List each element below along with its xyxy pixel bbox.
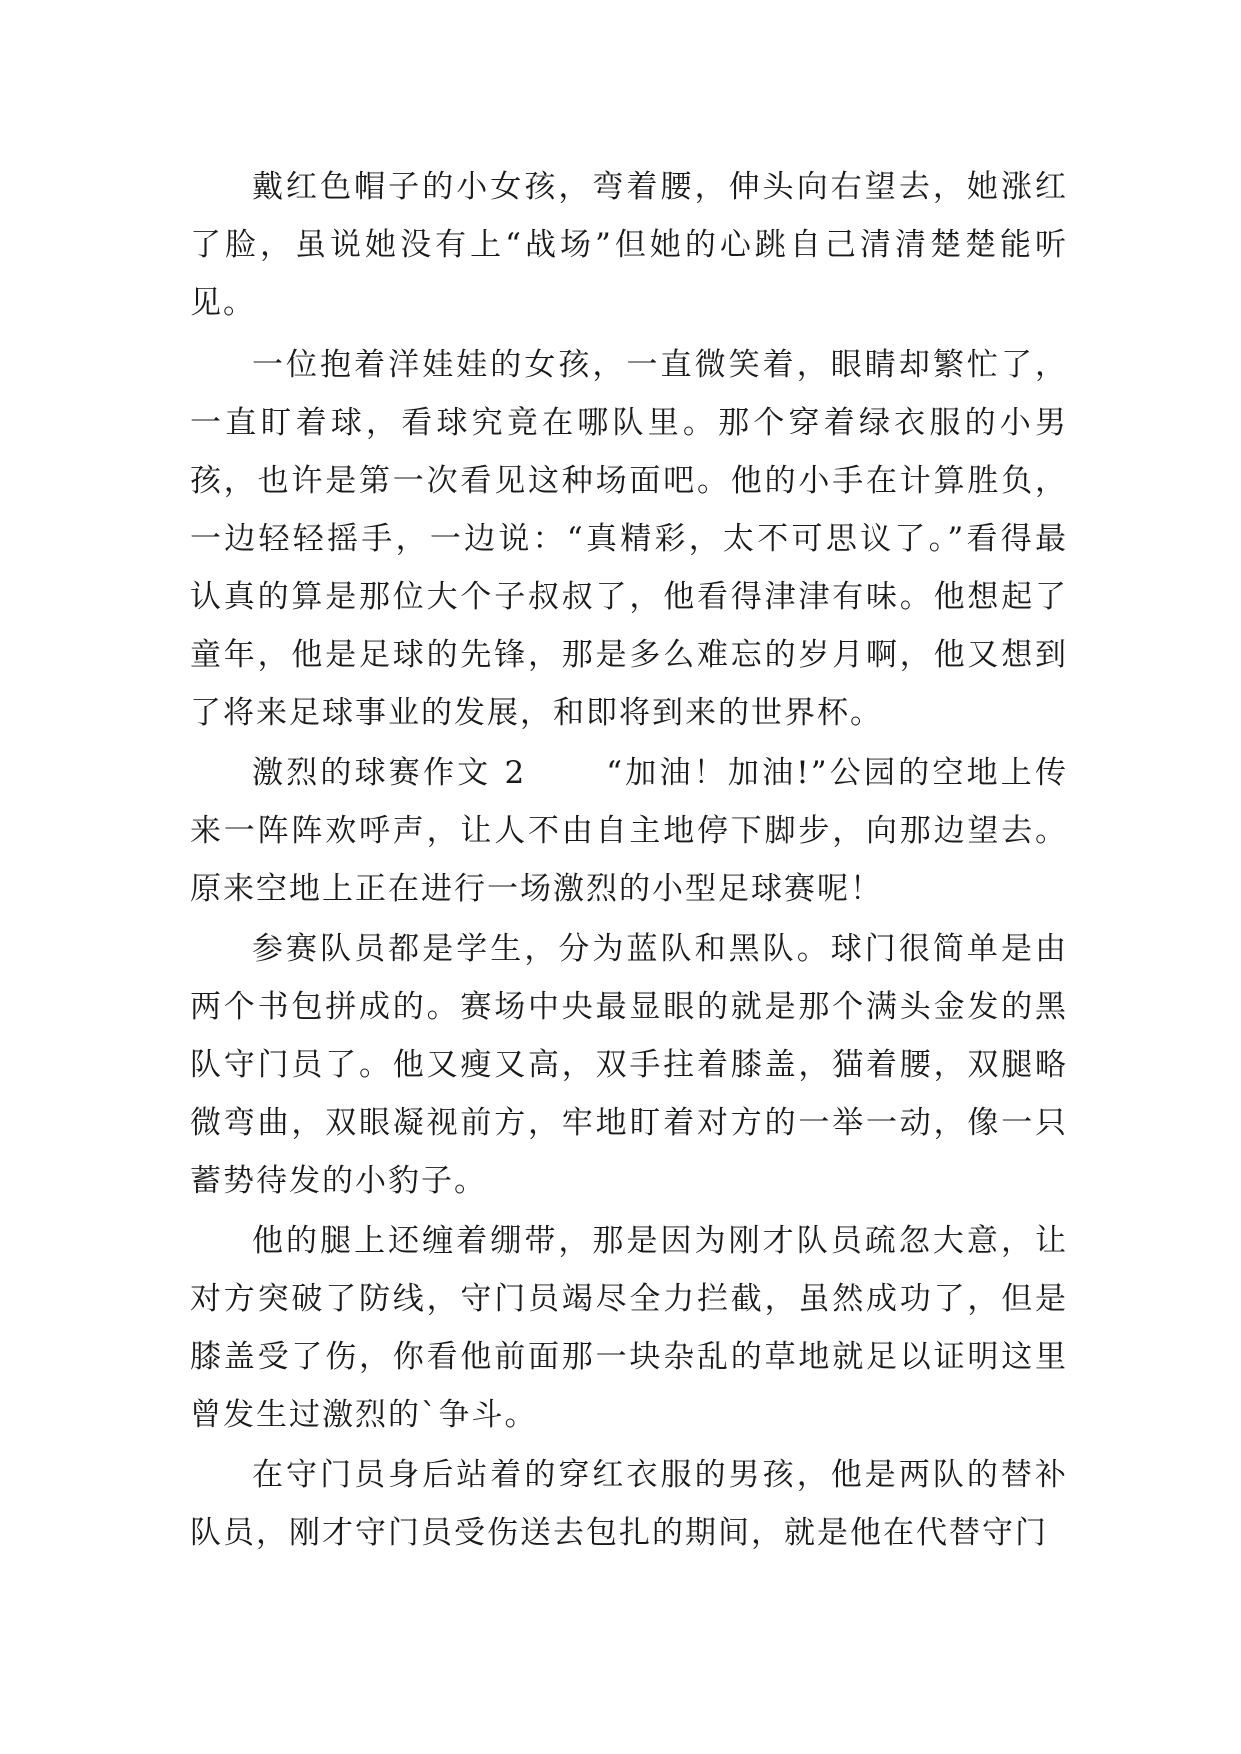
section-heading-paragraph (190, 744, 1068, 918)
paragraph-substitute: 在守门员身后站着的穿红衣服的男孩，他是两队的替补队员，刚才守门员受伤送去包扎的期间，就是他在代替守门 (190, 1457, 1068, 1551)
paragraph-spectators: 一位抱着洋娃娃的女孩，一直微笑着，眼睛却繁忙了，一直盯着球，看球究竟在哪队里。那个穿着绿衣服的小男孩，也许是第一次看见这种场面吧。他的小手在计算胜负，一边轻轻摇手，一边说：“真精彩，太不可思议了。”看得最认真的算是那位大个子叔叔了，他看得津津有味。他想起了童年，他是足球的先锋，那是多么难忘的岁月啊，他又想到了将来足球事业的发展，和即将到来的世界杯。 (190, 347, 1068, 731)
paragraph-bandage: 他的腿上还缠着绷带，那是因为刚才队员疏忽大意，让对方突破了防线，守门员竭尽全力拦截，虽然成功了，但是膝盖受了伤，你看他前面那一块杂乱的草地就足以证明这里曾发生过激烈的`争斗。 (190, 1223, 1068, 1433)
section-first-paragraph: “加油！加油!”公园的空地上传来一阵阵欢呼声，让人不由自主地停下脚步，向那边望去。原来空地上正在进行一场激烈的小型足球赛呢！ (190, 755, 1068, 907)
document-body (190, 158, 1068, 1562)
paragraph-red-hat-girl: 戴红色帽子的小女孩，弯着腰，伸头向右望去，她涨红了脸，虽说她没有上“战场”但她的心跳自己清清楚楚能听见。 (190, 169, 1068, 321)
paragraph-goalkeeper: 参赛队员都是学生，分为蓝队和黑队。球门很简单是由两个书包拼成的。赛场中央最显眼的就是那个满头金发的黑队守门员了。他又瘦又高，双手拄着膝盖，猫着腰，双腿略微弯曲，双眼凝视前方，牢地盯着对方的一举一动，像一只蓄势待发的小豹子。 (190, 931, 1068, 1199)
section-title: 激烈的球赛作文 2 (252, 755, 527, 791)
